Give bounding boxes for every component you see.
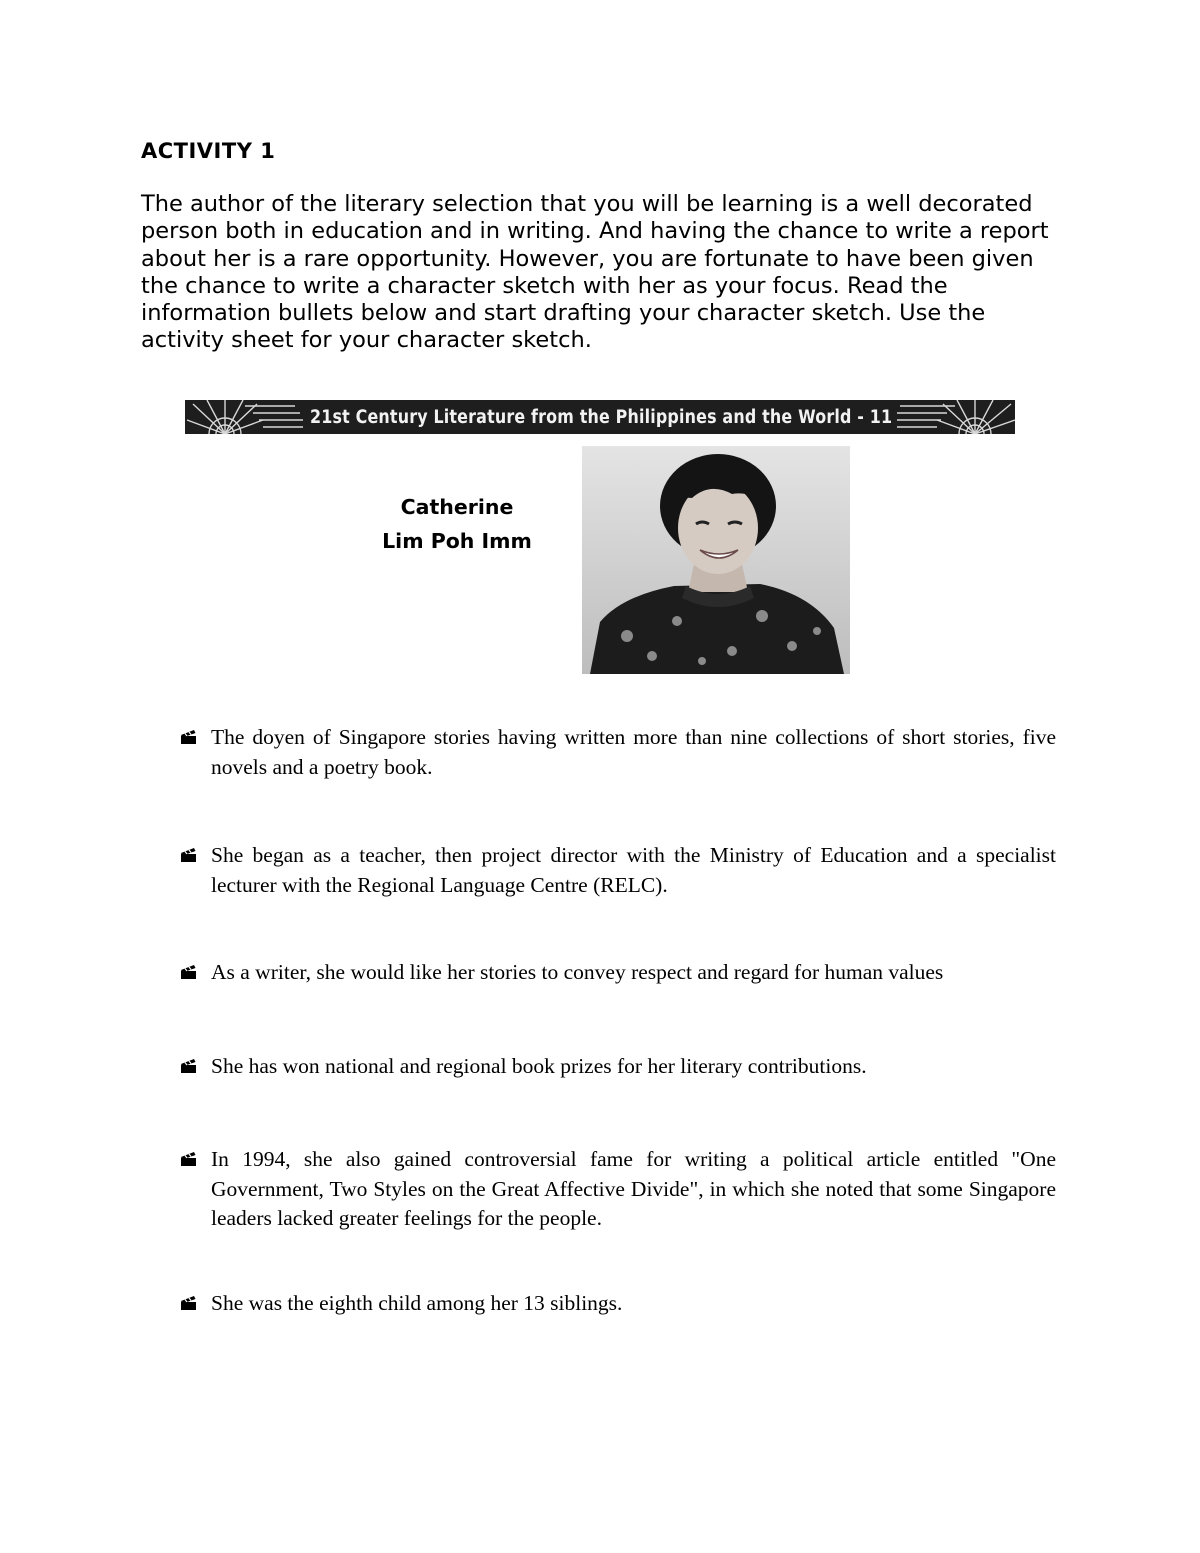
clapperboard-icon [180,964,198,980]
author-photo [582,446,850,674]
intro-paragraph: The author of the literary selection that you will be learning is a well decorated person both in education and in writing. And having the chance to write a report about her is a rare opportunity. However, you are fortunate to have been given the chance to write a character sketch with her as your focus. Read the information bullets below and start drafting your character sketch. Use the activity sheet for your character sketch. [141,191,1049,354]
clapperboard-icon [180,729,198,745]
banner-title: 21st Century Literature from the Philippines and the World - 11 [310,407,893,428]
author-portrait-icon [582,446,850,674]
author-name [362,490,552,558]
author-last-name: Lim Poh Imm [382,529,532,553]
activity-heading: ACTIVITY 1 [141,139,276,163]
bullet-text: She was the eighth child among her 13 siblings. [211,1291,623,1315]
author-first-name: Catherine [400,495,514,519]
clapperboard-icon [180,1295,198,1311]
bullet-text: She has won national and regional book prizes for her literary contributions. [211,1054,867,1078]
bullet-text: As a writer, she would like her stories to convey respect and regard for human values [211,960,944,984]
bullet-text: In 1994, she also gained controversial fame for writing a political article entitled "One Government, Two Styles on the Great Affective Divide", in which she noted that some Singapore leaders lacked greater feelings for the people. [211,1147,1056,1230]
bullet-text: She began as a teacher, then project director with the Ministry of Education and a specialist lecturer with the Regional Language Centre (RELC). [211,843,1056,897]
clapperboard-icon [180,847,198,863]
course-banner [185,400,1015,434]
bullet-text: The doyen of Singapore stories having written more than nine collections of short stories, five novels and a poetry book. [211,725,1056,779]
clapperboard-icon [180,1151,198,1167]
clapperboard-icon [180,1058,198,1074]
